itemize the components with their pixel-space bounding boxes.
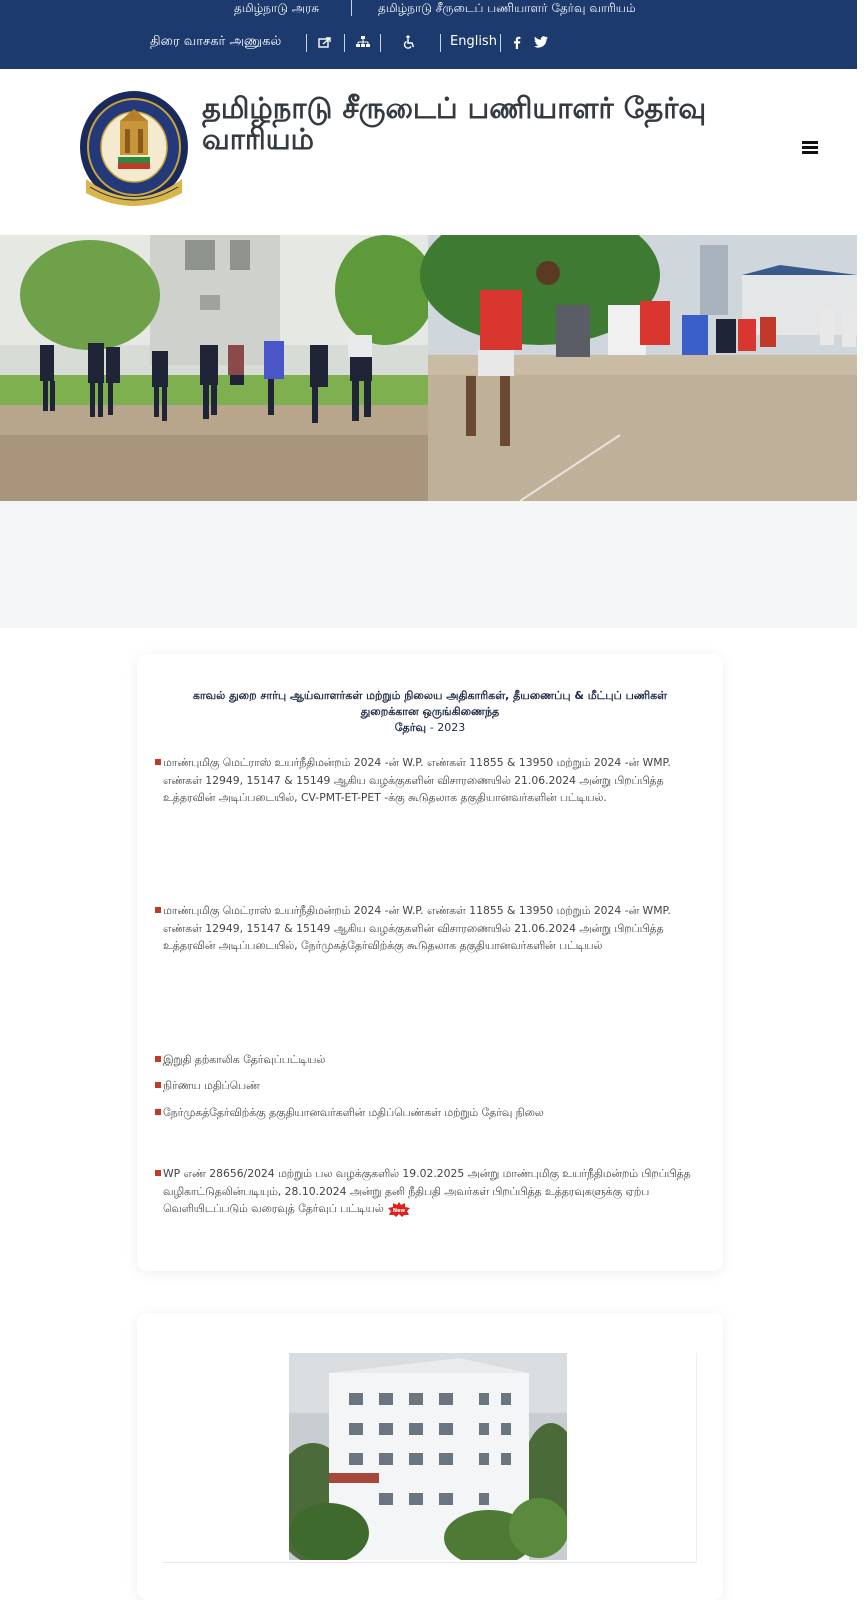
new-badge-icon: [388, 1202, 410, 1217]
office-building-image: [289, 1353, 567, 1560]
divider: [500, 34, 501, 52]
tamil-nadu-emblem-logo[interactable]: [76, 87, 192, 209]
notice-title-year: - 2023: [429, 721, 466, 734]
language-toggle[interactable]: English: [450, 34, 497, 49]
govt-link[interactable]: தமிழ்நாடு அரசு: [234, 1, 320, 15]
site-title[interactable]: தமிழ்நாடு சீருடைப் பணியாளர் தேர்வு வாரியம்: [202, 91, 707, 156]
menu-toggle-icon[interactable]: [802, 141, 818, 155]
notice-item-link[interactable]: நிர்ணய மதிப்பெண்: [163, 1079, 260, 1092]
divider: [380, 34, 381, 52]
bullet-icon: [155, 759, 161, 765]
bullet-icon: [155, 1109, 161, 1115]
utility-row: [0, 32, 857, 56]
notice-item[interactable]: [155, 1104, 695, 1122]
notice-item-text-wrap[interactable]: [155, 1165, 695, 1218]
notice-item-link[interactable]: WP எண் 28656/2024 மற்றும் பல வழக்குகளில் 19.02.2025 அன்று மாண்புமிகு உயர்நீதிமன்றம் பிறப்பித்த வழிகாட்டுதலின்படியும், 28.10.2024 அன்று தனி நீதிபதி அவர்கள் பிறப்பித்த உத்தரவுகளுக்கு ஏற்ப வெளியிடப்படும் வரைவுத் தேர்வுப் பட்டியல்: [163, 1167, 691, 1215]
grey-spacer-band: [0, 501, 857, 628]
divider: [344, 34, 345, 52]
share-icon[interactable]: [316, 32, 334, 52]
top-navigation-bar: [0, 0, 857, 69]
notice-item-link[interactable]: மாண்புமிகு மெட்ராஸ் உயர்நீதிமன்றம் 2024 -ன் W.P. எண்கள் 11855 & 13950 மற்றும் 2024 -ன் WMP. எண்கள் 12949, 15147 & 15149 ஆகிய வழக்குகளின் விசாரணையில் 21.06.2024 அன்று பிறப்பித்த உத்தரவின் அடிப்படையில், நேர்முகத்தேர்விற்க்கு கூடுதலாக தகுதியானவர்களின் பட்டியல்: [163, 904, 671, 952]
board-link[interactable]: தமிழ்நாடு சீருடைப் பணியாளர் தேர்வு வாரியம்: [378, 1, 636, 15]
recruitment-notice-card: [137, 654, 723, 1271]
divider: [306, 34, 307, 52]
notice-item-link[interactable]: இறுதி தற்காலிக தேர்வுப்பட்டியல்: [163, 1053, 326, 1066]
hero-banner-image: [0, 235, 857, 501]
notice-item-link[interactable]: நேர்முகத்தேர்விற்க்கு தகுதியானவர்களின் மதிப்பெண்கள் மற்றும் தேர்வு நிலை: [163, 1106, 544, 1119]
site-header: [0, 69, 857, 235]
bullet-icon: [155, 1082, 161, 1088]
notice-item[interactable]: [155, 754, 695, 807]
notice-title-exam: தேர்வு: [394, 721, 426, 734]
notice-card-title: [177, 688, 683, 736]
notice-item[interactable]: [155, 1051, 695, 1069]
notice-item[interactable]: [155, 902, 695, 955]
twitter-icon[interactable]: [532, 32, 550, 52]
facebook-icon[interactable]: [510, 32, 524, 52]
sitemap-icon[interactable]: [354, 32, 372, 52]
bullet-icon: [155, 907, 161, 913]
notice-item[interactable]: [155, 1165, 695, 1218]
notice-title-text: காவல் துறை சார்பு ஆய்வாளர்கள் மற்றும் நிலைய அதிகாரிகள், தீயணைப்பு & மீட்புப் பணிகள் துறைக்கான ஒருங்கிணைந்த: [192, 689, 668, 718]
bullet-icon: [155, 1056, 161, 1062]
notice-item-link[interactable]: மாண்புமிகு மெட்ராஸ் உயர்நீதிமன்றம் 2024 -ன் W.P. எண்கள் 11855 & 13950 மற்றும் 2024 -ன் WMP. எண்கள் 12949, 15147 & 15149 ஆகிய வழக்குகளின் விசாரணையில் 21.06.2024 அன்று பிறப்பித்த உத்தரவின் அடிப்படையில், CV-PMT-ET-PET -க்கு கூடுதலாக தகுதியானவர்களின் பட்டியல்.: [163, 756, 671, 804]
divider: [440, 34, 441, 52]
notice-item[interactable]: [155, 1077, 695, 1095]
new-badge-label: New: [392, 1207, 405, 1214]
divider: [351, 0, 352, 16]
accessibility-icon[interactable]: [400, 32, 418, 52]
screen-reader-link[interactable]: திரை வாசகர் அணுகல்: [150, 34, 282, 49]
bullet-icon: [155, 1170, 161, 1176]
top-links-row: [0, 0, 857, 18]
